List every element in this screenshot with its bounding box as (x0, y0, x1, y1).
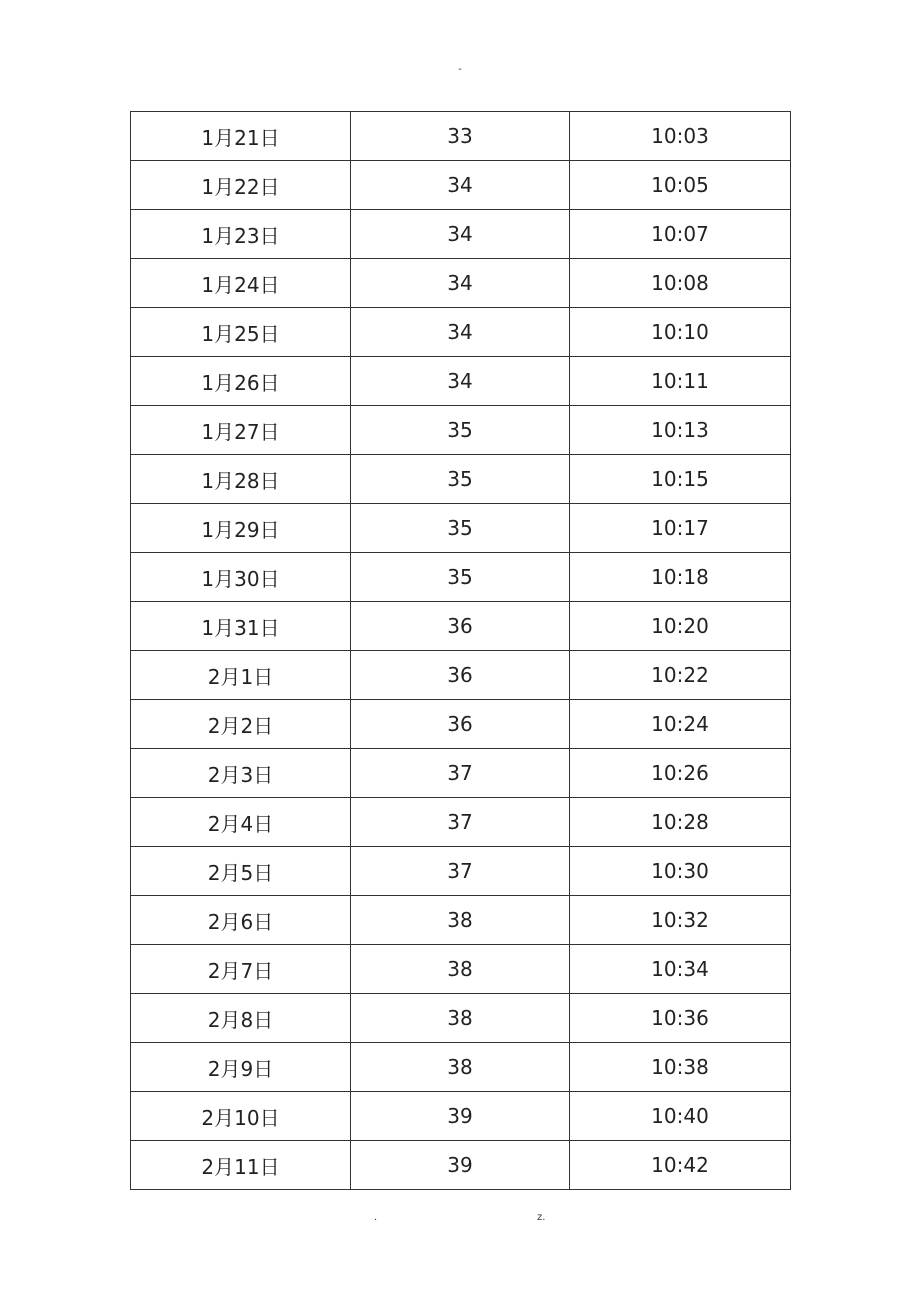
value-cell: 37 (351, 798, 570, 847)
time-cell: 10:22 (570, 651, 791, 700)
time-cell: 10:07 (570, 210, 791, 259)
table-row (131, 749, 791, 798)
time-cell: 10:18 (570, 553, 791, 602)
value-cell: 34 (351, 259, 570, 308)
date-cell: 1月29日 (131, 504, 351, 553)
date-cell: 1月31日 (131, 602, 351, 651)
value-cell: 34 (351, 161, 570, 210)
value-cell: 38 (351, 1043, 570, 1092)
time-cell: 10:03 (570, 112, 791, 161)
time-cell: 10:36 (570, 994, 791, 1043)
date-cell: 1月28日 (131, 455, 351, 504)
date-cell: 2月10日 (131, 1092, 351, 1141)
table-row (131, 308, 791, 357)
date-cell: 1月30日 (131, 553, 351, 602)
date-cell: 2月5日 (131, 847, 351, 896)
table-row (131, 896, 791, 945)
date-cell: 2月9日 (131, 1043, 351, 1092)
table-row (131, 259, 791, 308)
date-cell: 2月6日 (131, 896, 351, 945)
time-cell: 10:05 (570, 161, 791, 210)
time-cell: 10:38 (570, 1043, 791, 1092)
table-row (131, 1141, 791, 1190)
value-cell: 35 (351, 553, 570, 602)
table-row (131, 112, 791, 161)
time-cell: 10:13 (570, 406, 791, 455)
value-cell: 38 (351, 945, 570, 994)
table-row (131, 651, 791, 700)
data-table (130, 111, 791, 1190)
table-row (131, 602, 791, 651)
date-cell: 1月25日 (131, 308, 351, 357)
date-cell: 2月7日 (131, 945, 351, 994)
table-row (131, 798, 791, 847)
date-cell: 2月2日 (131, 700, 351, 749)
date-cell: 2月4日 (131, 798, 351, 847)
time-cell: 10:28 (570, 798, 791, 847)
date-cell: 1月27日 (131, 406, 351, 455)
value-cell: 37 (351, 749, 570, 798)
time-cell: 10:10 (570, 308, 791, 357)
date-cell: 1月26日 (131, 357, 351, 406)
table-row (131, 847, 791, 896)
value-cell: 34 (351, 357, 570, 406)
value-cell: 36 (351, 700, 570, 749)
value-cell: 38 (351, 994, 570, 1043)
date-cell: 2月1日 (131, 651, 351, 700)
value-cell: 37 (351, 847, 570, 896)
page-footer-left-mark: . (374, 1212, 378, 1223)
date-cell: 1月21日 (131, 112, 351, 161)
table-row (131, 406, 791, 455)
table-row (131, 994, 791, 1043)
table-row (131, 700, 791, 749)
value-cell: 34 (351, 210, 570, 259)
date-cell: 1月24日 (131, 259, 351, 308)
value-cell: 39 (351, 1092, 570, 1141)
table-row (131, 1043, 791, 1092)
time-cell: 10:11 (570, 357, 791, 406)
date-cell: 2月11日 (131, 1141, 351, 1190)
table-row (131, 553, 791, 602)
table-row (131, 504, 791, 553)
time-cell: 10:32 (570, 896, 791, 945)
time-cell: 10:30 (570, 847, 791, 896)
time-cell: 10:08 (570, 259, 791, 308)
date-cell: 1月22日 (131, 161, 351, 210)
time-cell: 10:17 (570, 504, 791, 553)
table-row (131, 210, 791, 259)
value-cell: 35 (351, 455, 570, 504)
time-cell: 10:34 (570, 945, 791, 994)
page-header-mark: - (458, 64, 462, 75)
table-row (131, 945, 791, 994)
date-cell: 2月8日 (131, 994, 351, 1043)
time-cell: 10:40 (570, 1092, 791, 1141)
value-cell: 36 (351, 602, 570, 651)
table-row (131, 357, 791, 406)
time-cell: 10:15 (570, 455, 791, 504)
table-row (131, 161, 791, 210)
date-cell: 2月3日 (131, 749, 351, 798)
table-body (131, 112, 791, 1190)
value-cell: 39 (351, 1141, 570, 1190)
value-cell: 33 (351, 112, 570, 161)
value-cell: 35 (351, 406, 570, 455)
page-footer-right-mark: z. (537, 1212, 546, 1223)
time-cell: 10:42 (570, 1141, 791, 1190)
value-cell: 34 (351, 308, 570, 357)
value-cell: 38 (351, 896, 570, 945)
value-cell: 36 (351, 651, 570, 700)
table-row (131, 455, 791, 504)
value-cell: 35 (351, 504, 570, 553)
time-cell: 10:20 (570, 602, 791, 651)
time-cell: 10:26 (570, 749, 791, 798)
time-cell: 10:24 (570, 700, 791, 749)
table-row (131, 1092, 791, 1141)
date-cell: 1月23日 (131, 210, 351, 259)
